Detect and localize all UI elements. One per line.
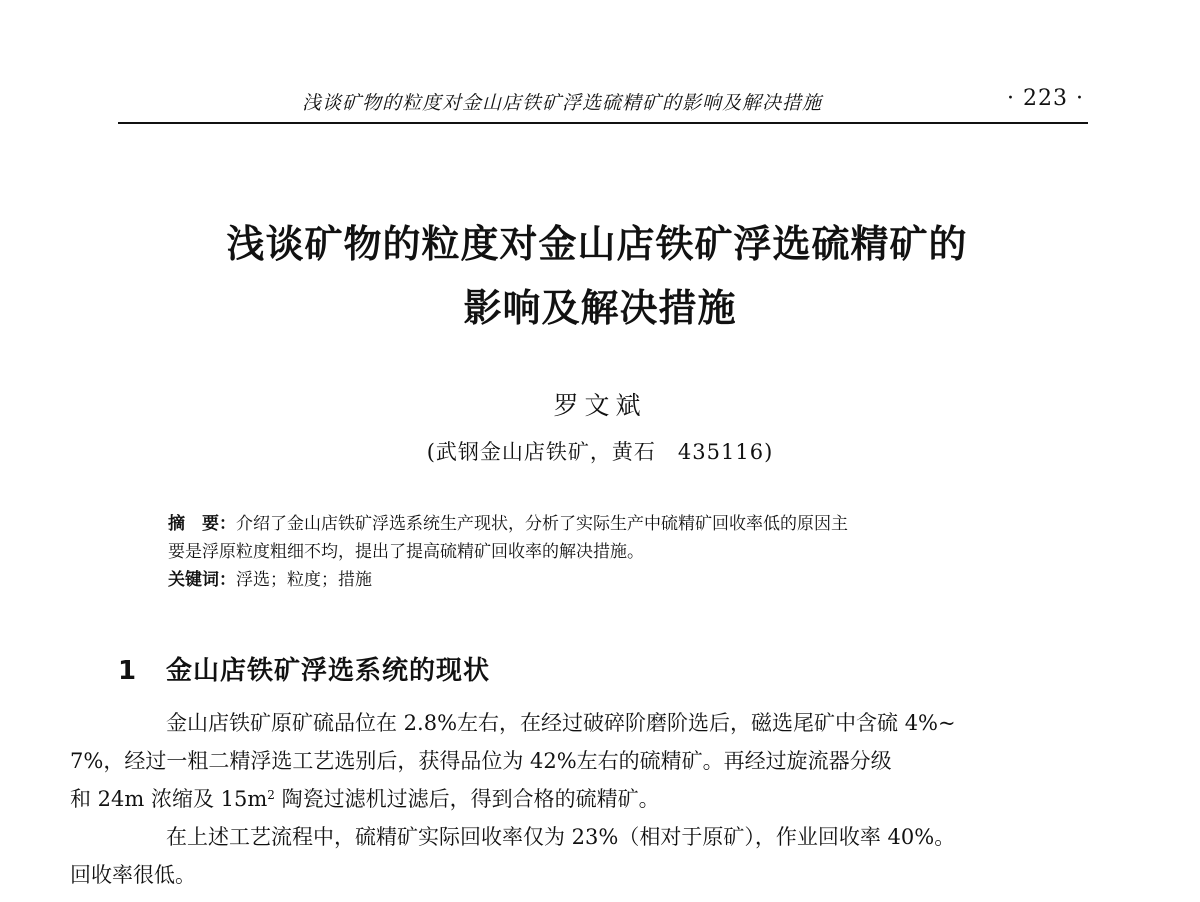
author-name: 罗文斌 (553, 391, 647, 420)
p2-line-1: 在上述工艺流程中，硫精矿实际回收率仅为 23%（相对于原矿），作业回收率 40%。 (166, 825, 956, 849)
paragraph-2 (70, 818, 1088, 894)
p1-line-2: 7%，经过一粗二精浮选工艺选别后，获得品位为 42%左右的硫精矿。再经过旋流器分级 (70, 749, 892, 773)
section-heading (118, 650, 490, 687)
p1-line-1: 金山店铁矿原矿硫品位在 2.8%左右，在经过破碎阶磨阶选后，磁选尾矿中含硫 4%~ (166, 711, 956, 735)
author-affiliation: (武钢金山店铁矿，黄石 435116) (426, 440, 774, 464)
p1-line-3b: 陶瓷过滤机过滤后，得到合格的硫精矿。 (274, 787, 660, 811)
title-line-2: 影响及解决措施 (463, 286, 737, 330)
paragraph-1 (70, 704, 1088, 818)
p1-line-3a: 和 24m 浓缩及 15m (70, 787, 268, 811)
p2-line-2: 回收率很低。 (70, 863, 196, 887)
page-number: · 223 · (1007, 86, 1084, 111)
section-number: 1 (118, 656, 138, 686)
keywords-text: 浮选；粒度；措施 (236, 570, 372, 590)
body-text (70, 704, 1088, 894)
superscript: 2 (267, 788, 275, 802)
keywords-line (168, 566, 1048, 594)
abstract-text-1: 介绍了金山店铁矿浮选系统生产现状，分析了实际生产中硫精矿回收率低的原因主 (236, 514, 848, 534)
abstract-line-1 (168, 510, 1048, 538)
section-title: 金山店铁矿浮选系统的现状 (166, 656, 491, 686)
abstract-label: 摘 要： (168, 514, 236, 534)
title-line-1: 浅谈矿物的粒度对金山店铁矿浮选硫精矿的 (226, 222, 968, 266)
running-title: 浅谈矿物的粒度对金山店铁矿浮选硫精矿的影响及解决措施 (302, 92, 823, 114)
paper-title (0, 212, 1200, 340)
running-header (118, 86, 1088, 124)
abstract-block (168, 510, 1048, 594)
abstract-line-2: 要是浮原粒度粗细不均，提出了提高硫精矿回收率的解决措施。 (168, 542, 644, 562)
keywords-label: 关键词： (168, 570, 236, 590)
